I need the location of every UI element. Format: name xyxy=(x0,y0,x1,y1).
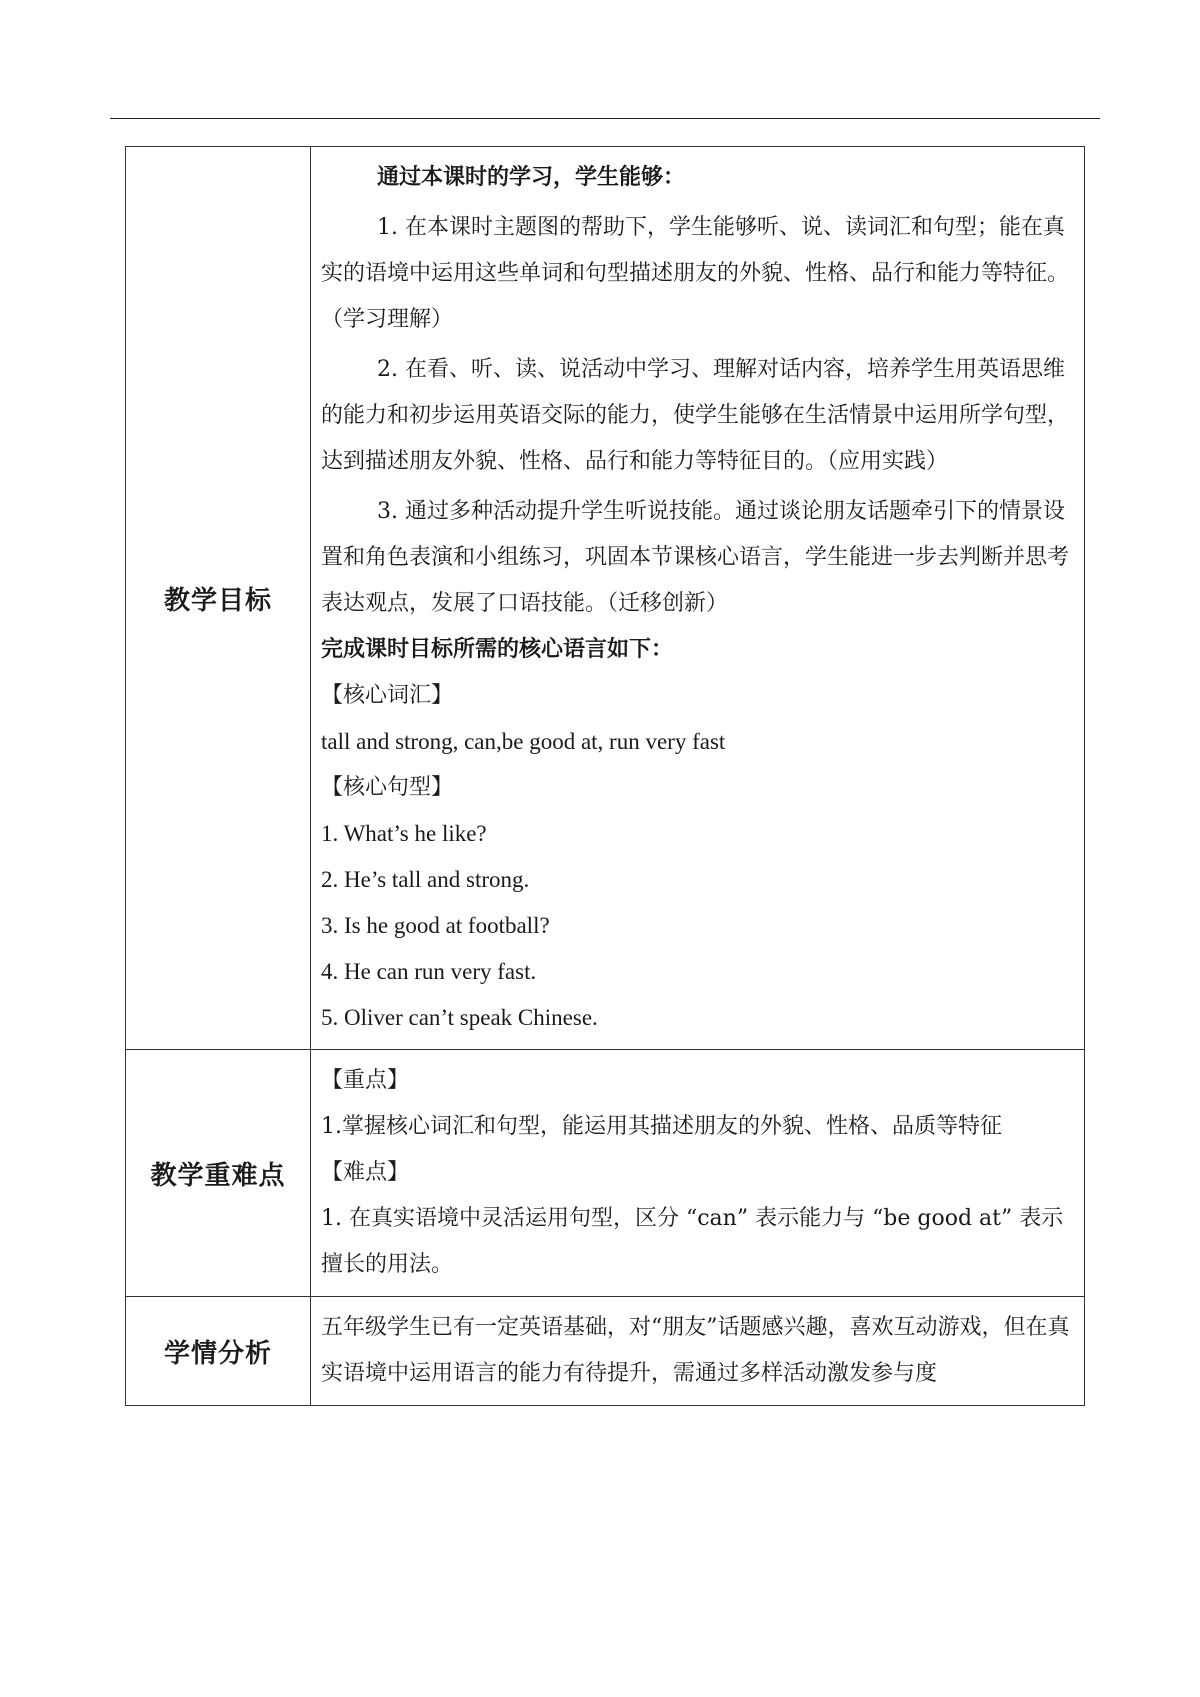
sentence-item: 5. Oliver can’t speak Chinese. xyxy=(321,1005,598,1030)
vocab-heading: 【核心词汇】 xyxy=(321,683,454,708)
lesson-plan-table xyxy=(125,146,1085,1406)
objective-item-3: 3. 通过多种活动提升学生听说技能。通过谈论朋友话题牵引下的情景设置和角色表演和小组练习，巩固本节课核心语言，学生能进一步去判断并思考表达观点，发展了口语技能。（迁移创新） xyxy=(321,499,1070,616)
objectives-intro: 通过本课时的学习，学生能够： xyxy=(377,165,686,190)
objectives-label: 教学目标 xyxy=(126,147,311,1050)
objectives-row xyxy=(126,147,1085,1050)
focus-text: 1.掌握核心词汇和句型，能运用其描述朋友的外貌、性格、品质等特征 xyxy=(321,1114,1002,1139)
key-points-label: 教学重难点 xyxy=(126,1050,311,1297)
analysis-label: 学情分析 xyxy=(126,1297,311,1406)
core-language-title: 完成课时目标所需的核心语言如下： xyxy=(321,637,674,662)
difficulty-heading: 【难点】 xyxy=(321,1160,410,1185)
sentence-item: 3. Is he good at football? xyxy=(321,913,550,938)
sentence-item: 4. He can run very fast. xyxy=(321,959,537,984)
sentence-heading: 【核心句型】 xyxy=(321,775,454,800)
focus-heading: 【重点】 xyxy=(321,1068,410,1093)
objectives-content xyxy=(311,147,1085,1050)
analysis-row xyxy=(126,1297,1085,1406)
sentence-item: 1. What’s he like? xyxy=(321,821,487,846)
analysis-text: 五年级学生已有一定英语基础，对“朋友”话题感兴趣，喜欢互动游戏，但在真实语境中运用语言的能力有待提升，需通过多样活动激发参与度 xyxy=(321,1315,1070,1386)
vocab-list: tall and strong, can,be good at, run very fast xyxy=(321,729,726,754)
objective-item-1: 1. 在本课时主题图的帮助下，学生能够听、说、读词汇和句型；能在真实的语境中运用这些单词和句型描述朋友的外貌、性格、品行和能力等特征。（学习理解） xyxy=(321,215,1070,332)
header-rule xyxy=(110,118,1100,119)
objective-item-2: 2. 在看、听、读、说活动中学习、理解对话内容，培养学生用英语思维的能力和初步运用英语交际的能力，使学生能够在生活情景中运用所学句型，达到描述朋友外貌、性格、品行和能力等特征目的。（应用实践） xyxy=(321,357,1070,474)
key-points-content xyxy=(311,1050,1085,1297)
sentence-item: 2. He’s tall and strong. xyxy=(321,867,530,892)
key-points-row xyxy=(126,1050,1085,1297)
analysis-content xyxy=(311,1297,1085,1406)
difficulty-text: 1. 在真实语境中灵活运用句型，区分 “can” 表示能力与 “be good at” 表示擅长的用法。 xyxy=(321,1206,1064,1277)
